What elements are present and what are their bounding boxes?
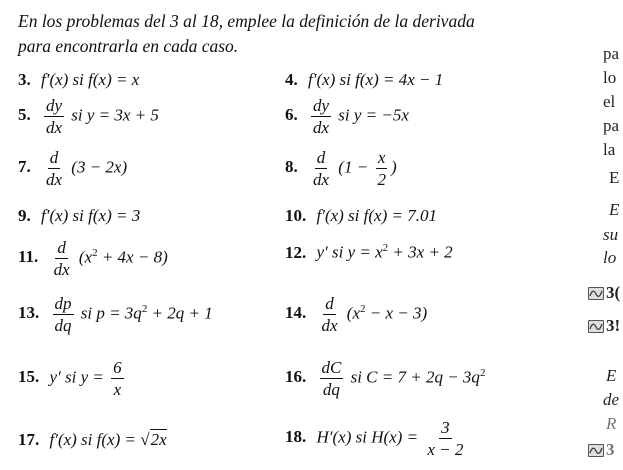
side-text: E [606, 366, 617, 385]
radical-sign: √ [140, 430, 150, 449]
derivative-fraction: $\frac{dC}{dq}$ [321, 358, 342, 399]
problem-number: 7. [18, 157, 31, 177]
derivative-fraction: $\frac{dy}{dx}$ [313, 96, 330, 137]
side-text: la [603, 140, 616, 159]
radicand: 2x [150, 430, 167, 449]
problem-3 [18, 70, 139, 90]
problem-14 [285, 294, 427, 335]
side-text: pa [603, 44, 620, 63]
problem-expression: si y = −5x [338, 105, 409, 125]
derivative-fraction: $\frac{dp}{dq}$ [54, 294, 72, 335]
graph-tool-icon[interactable] [588, 287, 604, 300]
graph-tool-icon[interactable] [588, 444, 604, 457]
problem-expression: si y = 3x + 5 [71, 105, 159, 125]
exponent: 2 [382, 242, 389, 254]
graph-tool-icon[interactable] [588, 320, 604, 333]
side-text: E [609, 200, 620, 219]
problem-13 [18, 294, 213, 335]
problem-number: 15. [18, 367, 40, 387]
problem-number: 4. [285, 70, 298, 89]
problem-number: 6. [285, 105, 298, 125]
derivative-fraction: $\frac{d}{dx}$ [313, 148, 330, 189]
side-text: de [603, 390, 620, 409]
problem-9 [18, 206, 140, 226]
expression-part: + 4x − 8) [97, 247, 168, 267]
side-text: 3( [606, 283, 621, 302]
intro-line-1: En los problemas del 3 al 18, emplee la definición de la derivada [18, 11, 475, 31]
problem-15 [18, 358, 127, 399]
problem-12 [285, 238, 453, 263]
problem-expression: f′(x) si f(x) = 4x − 1 [308, 70, 444, 89]
exponent: 2 [479, 366, 486, 379]
problem-18 [285, 418, 468, 459]
inner-fraction: $\frac{6}{x}$ [113, 358, 122, 399]
problem-4 [285, 70, 443, 90]
expression-part: (x [346, 303, 361, 323]
derivative-fraction: $\frac{d}{dx}$ [53, 238, 70, 279]
side-text: el [603, 92, 616, 111]
side-text: R [606, 414, 617, 433]
problem-7 [18, 148, 127, 189]
problem-number: 14. [285, 303, 307, 323]
problem-5 [18, 96, 159, 137]
problem-6 [285, 96, 409, 137]
problem-expression: f′(x) si f(x) = 3 [41, 206, 141, 225]
side-text: pa [603, 116, 620, 135]
expression-part: y′ si y = [49, 367, 109, 387]
problem-10 [285, 206, 437, 226]
problem-number: 11. [18, 247, 39, 267]
problem-number: 16. [285, 367, 307, 387]
expression-part: + 3x + 2 [388, 242, 453, 262]
derivative-fraction: $\frac{d}{dx}$ [321, 294, 338, 335]
exponent: 2 [92, 246, 98, 259]
inner-fraction: $\frac{x}{2}$ [377, 148, 386, 189]
derivative-fraction: $\frac{d}{dx}$ [46, 148, 63, 189]
problem-number: 3. [18, 70, 31, 89]
problem-expression: (3 − 2x) [71, 157, 128, 177]
side-text: 3! [606, 316, 621, 335]
exponent: 2 [360, 302, 366, 315]
expression-part: y′ si y = x [316, 242, 383, 262]
expression-part: si p = 3q [80, 303, 142, 323]
problem-expression: f′(x) si f(x) = 7.01 [316, 206, 437, 225]
problem-number: 5. [18, 105, 31, 125]
expression-part: − x − 3) [365, 303, 428, 323]
problem-number: 12. [285, 242, 307, 262]
expression-part: (1 − [338, 157, 373, 177]
side-text: E [609, 168, 620, 187]
side-text: 3 [606, 440, 615, 459]
expression-part: ) [390, 157, 397, 177]
derivative-fraction: $\frac{dy}{dx}$ [46, 96, 63, 137]
inner-fraction: $\frac{3}{x - 2}$ [427, 418, 464, 459]
side-text: lo [603, 248, 617, 267]
problem-11 [18, 238, 168, 279]
expression-part: + 2q + 1 [147, 303, 213, 323]
problem-expression: f′(x) si f(x) = x [41, 70, 140, 89]
problem-16 [285, 358, 485, 399]
problem-number: 8. [285, 157, 298, 177]
expression-part: (x [78, 247, 93, 267]
intro-line-2: para encontrarla en cada caso. [18, 36, 239, 56]
side-text: su [603, 225, 619, 244]
exponent: 2 [141, 302, 148, 315]
problem-number: 17. [18, 430, 40, 449]
problem-number: 10. [285, 206, 307, 225]
problem-17 [18, 430, 167, 450]
side-text: lo [603, 68, 617, 87]
expression-part: si C = 7 + 2q − 3q [350, 367, 480, 387]
problem-8 [285, 148, 397, 189]
problem-number: 13. [18, 303, 40, 323]
expression-part: H′(x) si H(x) = [316, 427, 423, 447]
problem-number: 9. [18, 206, 31, 225]
problem-number: 18. [285, 427, 307, 447]
expression-part: f′(x) si f(x) = [49, 430, 141, 449]
